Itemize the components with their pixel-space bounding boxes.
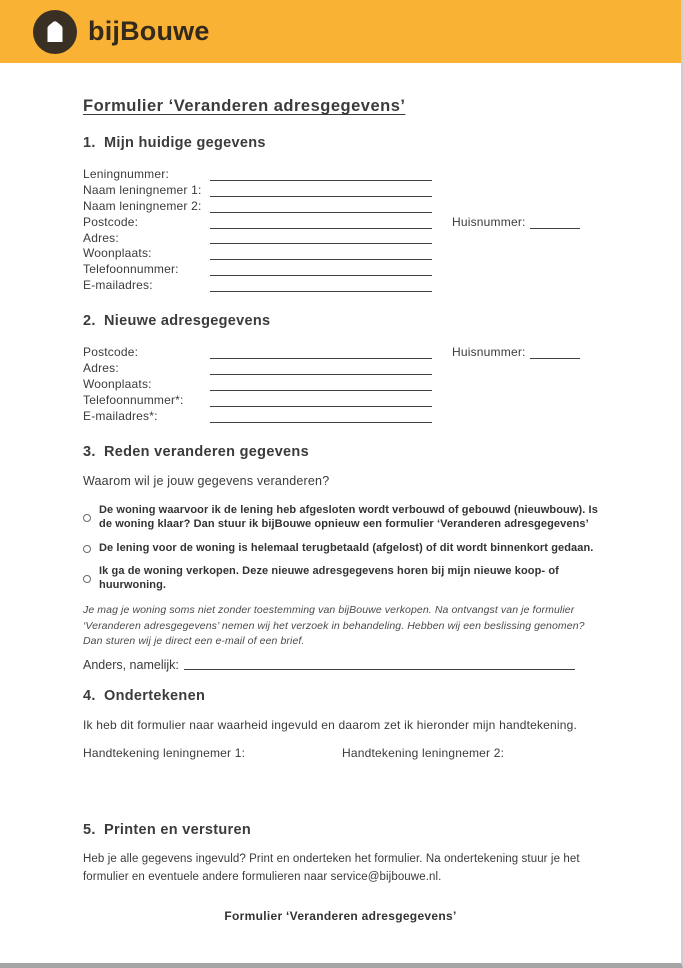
field-row-emailadres [83, 278, 603, 294]
reason-options [83, 504, 603, 594]
page-title: Formulier ‘Veranderen adresgegevens’ [83, 97, 406, 115]
field-label: Postcode: [83, 214, 139, 229]
field-row-adres [83, 231, 603, 247]
emailadres-input-line[interactable] [210, 291, 432, 292]
field-row-telefoonnummer-nieuw [83, 393, 603, 409]
woonplaats-input-line[interactable] [210, 259, 432, 260]
huisnummer-nieuw-input-line[interactable] [530, 358, 580, 359]
field-label: Telefoonnummer: [83, 262, 179, 277]
section-2-heading: 2. Nieuwe adresgegevens [83, 313, 271, 330]
page-footer: Formulier ‘Veranderen adresgegevens’ [224, 909, 457, 923]
field-label: Huisnummer: [452, 345, 526, 360]
adres-input-line[interactable] [210, 243, 432, 244]
section-5-heading: 5. Printen en versturen [83, 822, 252, 839]
section-1-heading: 1. Mijn huidige gegevens [83, 135, 266, 151]
field-row-woonplaats [83, 246, 603, 262]
signature-1-label: Handtekening leningnemer 1: [83, 746, 246, 761]
adres-nieuw-input-line[interactable] [210, 374, 432, 375]
field-label: Adres: [83, 361, 119, 376]
reason-option-1: De woning waarvoor ik de lening heb afgesloten wordt verbouwd of gebouwd (nieuwbouw). Is de woning klaar? Dan stuur ik bijBouwe opnieuw een formulier ‘Veranderen adresgegevens’ [83, 504, 599, 532]
brand-header [0, 0, 681, 63]
field-row-postcode-nieuw [83, 345, 603, 361]
signing-statement: Ik heb dit formulier naar waarheid ingevuld en daarom zet ik hieronder mijn handtekening. [83, 718, 578, 733]
huisnummer-input-line[interactable] [530, 228, 580, 229]
reason-option-2: De lening voor de woning is helemaal terugbetaald (afgelost) of dit wordt binnenkort gedaan. [83, 542, 599, 556]
naam-leningnemer-1-input-line[interactable] [210, 196, 432, 197]
emailadres-nieuw-input-line[interactable] [210, 422, 432, 423]
reason-option-1-radio[interactable] [83, 514, 91, 522]
huisnummer-nieuw-field [452, 345, 580, 361]
field-label: E-mailadres*: [83, 408, 158, 423]
field-row-adres-nieuw [83, 361, 603, 377]
field-label: Telefoonnummer*: [83, 392, 184, 407]
field-row-naam-1 [83, 183, 603, 199]
field-label: Huisnummer: [452, 214, 526, 229]
reason-question: Waarom wil je jouw gegevens veranderen? [83, 473, 330, 488]
field-label: Naam leningnemer 2: [83, 198, 202, 213]
anders-field [83, 658, 575, 672]
naam-leningnemer-2-input-line[interactable] [210, 212, 432, 213]
field-label: E-mailadres: [83, 278, 153, 293]
field-label: Woonplaats: [83, 246, 152, 261]
field-row-postcode [83, 215, 603, 231]
field-label: Adres: [83, 230, 119, 245]
woonplaats-nieuw-input-line[interactable] [210, 390, 432, 391]
form-body [0, 63, 681, 887]
field-label: Woonplaats: [83, 376, 152, 391]
section-3-heading: 3. Reden veranderen gegevens [83, 443, 309, 460]
field-label: Anders, namelijk: [83, 658, 179, 673]
section-2-fields [83, 345, 603, 424]
reason-option-3: Ik ga de woning verkopen. Deze nieuwe adresgegevens horen bij mijn nieuwe koop- of huurwoning. [83, 565, 599, 593]
field-row-woonplaats-nieuw [83, 377, 603, 393]
house-icon [33, 10, 77, 54]
anders-input-line[interactable] [184, 669, 575, 670]
field-row-naam-2 [83, 199, 603, 215]
leningnummer-input-line[interactable] [210, 180, 432, 181]
field-label: Leningnummer: [83, 167, 169, 181]
sale-permission-note: Je mag je woning soms niet zonder toestemming van bijBouwe verkopen. Na ontvangst van je formulier ‘Veranderen adresgegevens’ nemen wij het verzoek in behandeling. Hebben wij een beslissing genomen? Dan sturen wij je direct een e-mail of een brief. [83, 604, 585, 647]
huisnummer-field [452, 215, 580, 231]
brand-name: bijBouwe [88, 16, 210, 46]
telefoonnummer-input-line[interactable] [210, 275, 432, 276]
field-row-telefoonnummer [83, 262, 603, 278]
postcode-nieuw-input-line[interactable] [210, 358, 432, 359]
telefoonnummer-nieuw-input-line[interactable] [210, 406, 432, 407]
section-1-fields [83, 167, 603, 294]
reason-option-2-radio[interactable] [83, 545, 91, 553]
signature-labels [83, 746, 603, 760]
field-label: Naam leningnemer 1: [83, 182, 202, 197]
field-label: Postcode: [83, 345, 139, 360]
signature-2-label: Handtekening leningnemer 2: [342, 746, 505, 761]
reason-option-3-radio[interactable] [83, 575, 91, 583]
field-row-emailadres-nieuw [83, 409, 603, 425]
postcode-input-line[interactable] [210, 228, 432, 229]
section-4-heading: 4. Ondertekenen [83, 688, 206, 705]
print-instructions: Heb je alle gegevens ingevuld? Print en onderteken het formulier. Na ondertekening stuur je het formulier en eventuele andere formulieren naar service@bijbouwe.nl. [83, 853, 580, 884]
field-row-leningnummer [83, 167, 603, 183]
